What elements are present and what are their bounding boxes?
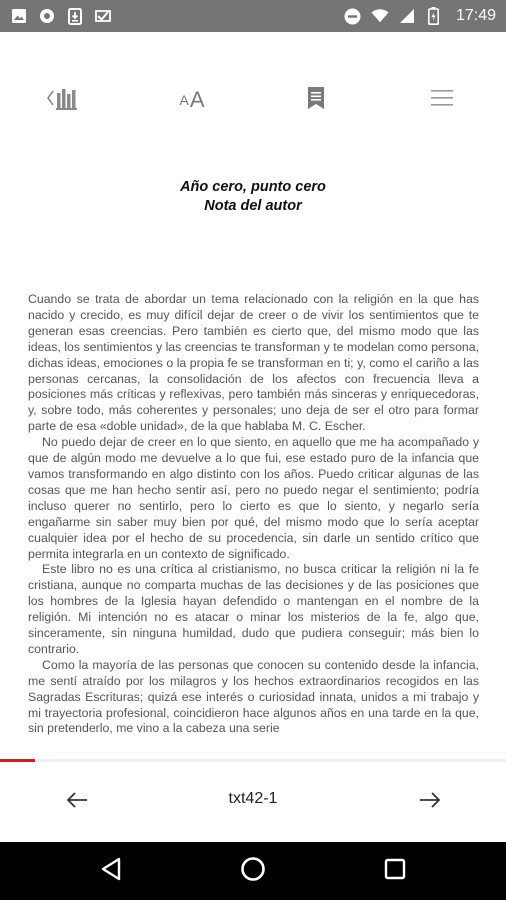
circle-icon bbox=[38, 7, 56, 25]
previous-page-button[interactable] bbox=[57, 782, 97, 822]
arrow-right-icon bbox=[418, 790, 442, 815]
book-paragraph: No puedo dejar de creer en lo que siento, en aquello que me ha acompañado y que de algún modo me devuelve a lo que fui, ese estado puro de la infancia que vamos transformando en algo distinto con los años. Puedo criticar algunas de las cosas que me han hecho sentir así, pero no puedo negar el sentimiento; podría incluso querer no sentirlo, pero lo cierto es que lo siento, y negarlo sería engañarme sin saber muy bien por qué, del mismo modo que lo sería aceptar cualquier idea por el hecho de su procedencia, sin darle un sentido crítico que permita integrarla en un contexto de significado. bbox=[28, 435, 479, 561]
chapter-title-line1: Año cero, punto cero bbox=[180, 179, 326, 195]
next-page-button[interactable] bbox=[410, 782, 450, 822]
menu-icon bbox=[430, 88, 454, 113]
do-not-disturb-icon bbox=[344, 7, 362, 25]
bookmark-button[interactable] bbox=[294, 78, 338, 122]
book-paragraph: Este libro no es una crítica al cristianismo, no busca criticar la religión ni la fe cristiana, aunque no comparta muchas de las decisiones y de las posiciones que los hombres de la Iglesia hayan defendido o mantengan en el nombre de la religión. Mi intención no es atacar o minar los misterios de la fe, algo que, sinceramente, sin ninguna humildad, dudo que pudiera conseguir; más bien lo contrario. bbox=[28, 562, 479, 656]
library-back-icon bbox=[45, 85, 83, 116]
arrow-left-icon bbox=[65, 790, 89, 815]
bookmark-icon bbox=[306, 86, 326, 115]
system-navigation-bar bbox=[0, 842, 506, 900]
reader-toolbar bbox=[0, 78, 506, 122]
book-paragraph: Como la mayoría de las personas que conocen su contenido desde la infancia, me sentí atraído por los milagros y los hechos extraordinarios recogidos en las Sagradas Escrituras; quizá ese interés o curiosidad innata, unidos a mi trabajo y mi trayectoria profesional, coincidieron hace algunos años en una tarde en la que, sin pretenderlo, me vino a la cabeza una serie bbox=[28, 657, 479, 736]
book-text bbox=[28, 292, 479, 760]
system-recents-button[interactable] bbox=[375, 851, 415, 891]
status-time: 17:49 bbox=[455, 7, 496, 24]
library-back-button[interactable] bbox=[42, 78, 86, 122]
menu-button[interactable] bbox=[420, 78, 464, 122]
image-icon bbox=[10, 7, 28, 25]
home-circle-icon bbox=[240, 856, 266, 887]
font-size-small-label: A bbox=[179, 92, 189, 108]
status-left-icons bbox=[10, 0, 112, 32]
battery-icon bbox=[425, 7, 443, 25]
page-navigation bbox=[0, 762, 506, 842]
download-icon bbox=[66, 7, 84, 25]
mail-check-icon bbox=[94, 7, 112, 25]
signal-icon bbox=[398, 7, 416, 25]
status-right-icons bbox=[344, 0, 496, 32]
page-label: txt42-1 bbox=[228, 790, 278, 807]
system-back-button[interactable] bbox=[91, 851, 131, 891]
back-triangle-icon bbox=[100, 857, 122, 886]
chapter-title-line2: Nota del autor bbox=[204, 198, 302, 214]
wifi-icon bbox=[371, 7, 389, 25]
font-size-large-label: A bbox=[189, 87, 205, 112]
status-bar bbox=[0, 0, 506, 32]
book-paragraph: Cuando se trata de abordar un tema relacionado con la religión en la que has nacido y crecido, es muy difícil dejar de creer o de vivir los sentimientos que te generan esas creencias. Pero también es cierto que, del mismo modo que las ideas, los sentimientos y las creencias te transforman y te modelan como persona, dichas ideas, emociones o la propia fe se transforman en ti; y, como el cariño a las personas cercanas, la consolidación de los afectos con frecuencia lleva a posiciones más críticas y reflexivas, pero también más sinceras y enriquecedoras, y, sobre todo, más coherentes y personales; uno deja de ser el otro para formar parte de esa «doble unidad», de la que hablaba M. C. Escher. bbox=[28, 292, 479, 434]
recents-square-icon bbox=[384, 858, 406, 885]
chapter-title bbox=[0, 178, 506, 216]
system-home-button[interactable] bbox=[233, 851, 273, 891]
font-size-button[interactable] bbox=[170, 78, 214, 122]
